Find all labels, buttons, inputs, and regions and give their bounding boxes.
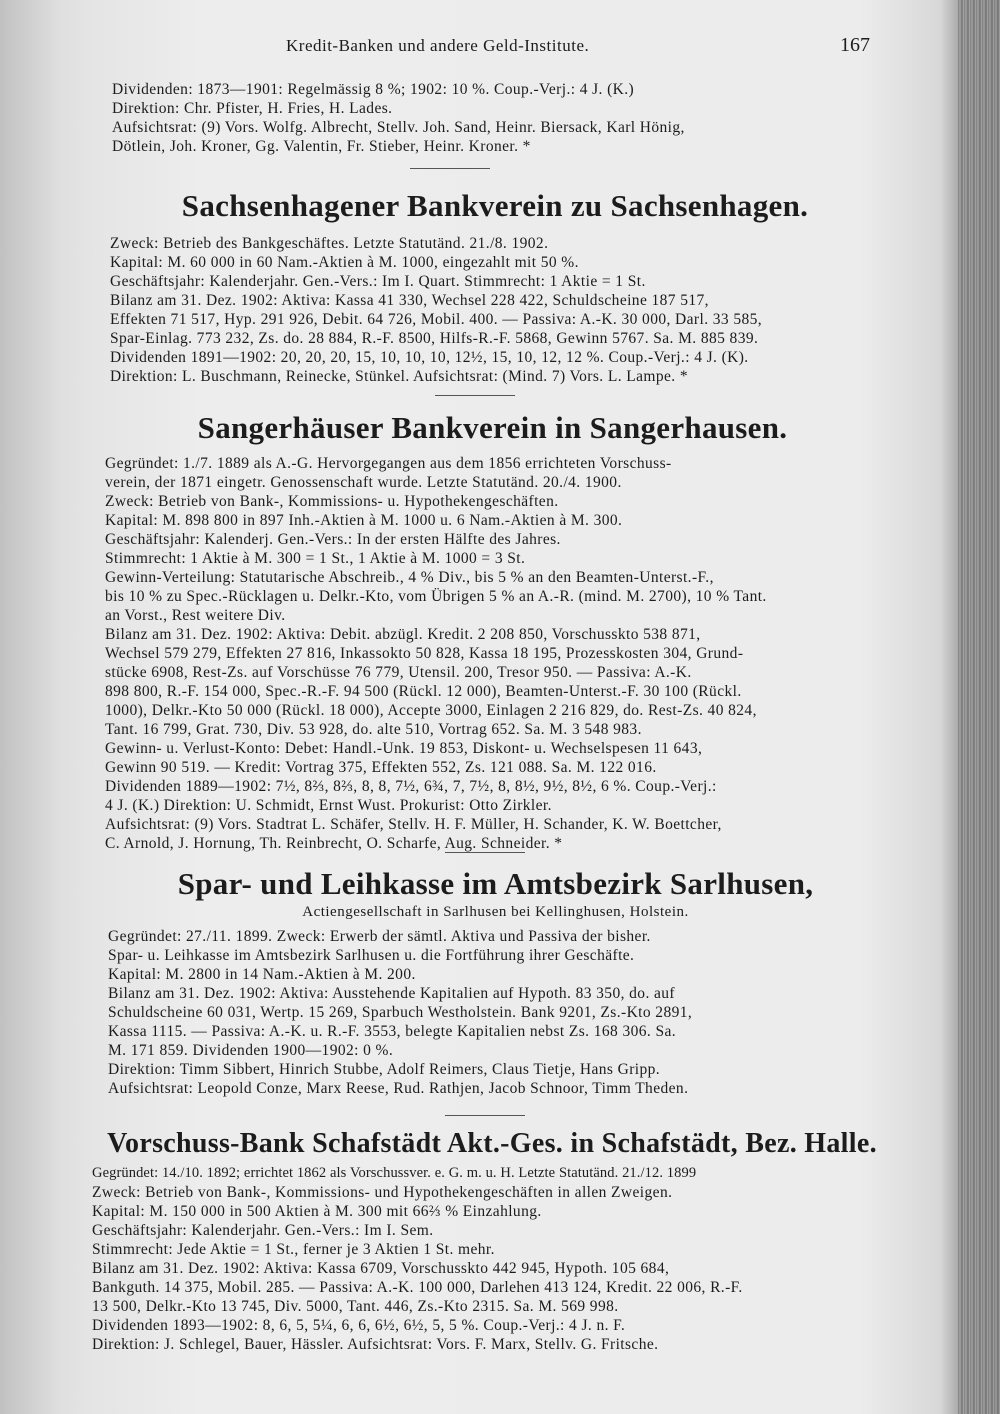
entry-sachsenhagener-bankverein [110,188,880,386]
section-divider [410,168,490,169]
entry-line: Effekten 71 517, Hyp. 291 926, Debit. 64 726, Mobil. 400. — Passiva: A.-K. 30 000, Darl. 33 585, [110,310,763,328]
entry-line: Kapital: M. 60 000 in 60 Nam.-Aktien à M. 1000, eingezahlt mit 50 %. [110,253,579,271]
entry-line: Direktion: Chr. Pfister, H. Fries, H. Lades. [112,100,393,117]
entry-title: Spar- und Leihkasse im Amtsbezirk Sarlhusen, [177,866,814,901]
entry-line: verein, der 1871 eingetr. Genossenschaft wurde. Letzte Statutänd. 20./4. 1900. [105,473,622,491]
entry-vorschuss-bank-schafstaedt [92,1128,892,1354]
entry-line: Geschäftsjahr: Kalenderjahr. Gen.-Vers.: Im I. Sem. [92,1222,434,1240]
entry-line: Direktion: Timm Sibbert, Hinrich Stubbe, Adolf Reimers, Claus Tietje, Hans Gripp. [108,1060,661,1078]
entry-line: 1000), Delkr.-Kto 50 000 (Rückl. 18 000), Accepte 3000, Einlagen 2 216 829, do. Rest-Zs. 40 824, [105,701,757,719]
section-divider [445,1115,525,1116]
entry-line: Gegründet: 1./7. 1889 als A.-G. Hervorgegangen aus dem 1856 errichteten Vorschuss- [105,454,672,472]
entry-line: Gegründet: 14./10. 1892; errichtet 1862 als Vorschussver. e. G. m. u. H. Letzte Statutänd. 21./12. 1899 [92,1165,697,1182]
entry-line: Dötlein, Joh. Kroner, Gg. Valentin, Fr. Stieber, Heinr. Kroner. * [112,138,531,155]
entry-line: Bilanz am 31. Dez. 1902: Aktiva: Debit. abzügl. Kredit. 2 208 850, Vorschusskto 538 871, [105,625,701,643]
page-gutter-shadow [0,0,90,1414]
entry-line: Dividenden 1893—1902: 8, 6, 5, 5¼, 6, 6, 6½, 6½, 5, 5 %. Coup.-Verj.: 4 J. n. F. [92,1317,626,1335]
entry-line: Bilanz am 31. Dez. 1902: Aktiva: Kassa 6709, Vorschusskto 442 945, Hypoth. 105 684, [92,1260,670,1278]
entry-line: Kapital: M. 2800 in 14 Nam.-Aktien à M. 200. [108,965,416,983]
entry-line: Dividenden 1889—1902: 7½, 8⅔, 8⅔, 8, 8, 7½, 6¾, 7, 7½, 8, 8½, 9½, 8½, 6 %. Coup.-Verj.: [105,777,717,795]
entry-line: Gewinn-Verteilung: Statutarische Abschreib., 4 % Div., bis 5 % an den Beamten-Unterst.-F., [105,568,714,586]
entry-line: Geschäftsjahr: Kalenderj. Gen.-Vers.: In der ersten Hälfte des Jahres. [105,530,561,548]
entry-line: stücke 6908, Rest-Zs. auf Vorschüsse 76 779, Utensil. 200, Tresor 950. — Passiva: A.-K. [105,663,692,681]
entry-line: Gewinn 90 519. — Kredit: Vortrag 375, Effekten 552, Zs. 121 088. Sa. M. 122 016. [105,758,657,776]
entry-line: Tant. 16 799, Grat. 730, Div. 53 928, do. alte 510, Vortrag 652. Sa. M. 3 548 983. [105,720,642,738]
entry-subtitle: Actiengesellschaft in Sarlhusen bei Kellinghusen, Holstein. [302,903,689,920]
entry-line: Direktion: L. Buschmann, Reinecke, Stünkel. Aufsichtsrat: (Mind. 7) Vors. L. Lampe. * [110,367,688,385]
entry-line: Kapital: M. 150 000 in 500 Aktien à M. 300 mit 66⅔ % Einzahlung. [92,1203,542,1221]
entry-line: Spar-Einlag. 773 232, Zs. do. 28 884, R.-F. 8500, Hilfs-R.-F. 5868, Gewinn 5767. Sa. M. 885 839. [110,329,759,347]
entry-title: Sachsenhagener Bankverein zu Sachsenhagen. [181,188,809,223]
entry-line: Wechsel 579 279, Effekten 27 816, Inkassokto 50 828, Kassa 18 195, Prozesskosten 304, Grund- [105,644,744,662]
entry-line: Bilanz am 31. Dez. 1902: Aktiva: Ausstehende Kapitalien auf Hypoth. 83 350, do. auf [108,984,675,1002]
entry-line: Bilanz am 31. Dez. 1902: Aktiva: Kassa 41 330, Wechsel 228 422, Schuldscheine 187 517, [110,291,709,309]
entry-continuation [112,80,872,156]
entry-line: Dividenden 1891—1902: 20, 20, 20, 15, 10, 10, 10, 12½, 15, 10, 12, 12 %. Coup.-Verj.: 4 J. (K). [110,348,749,366]
entry-title: Vorschuss-Bank Schafstädt Akt.-Ges. in Schafstädt, Bez. Halle. [107,1128,877,1159]
entry-line: Aufsichtsrat: (9) Vors. Wolfg. Albrecht, Stellv. Joh. Sand, Heinr. Biersack, Karl Hönig, [112,119,685,136]
page-number: 167 [840,34,870,56]
entry-line: Aufsichtsrat: Leopold Conze, Marx Reese, Rud. Rathjen, Jacob Schnoor, Timm Theden. [108,1079,689,1097]
entry-line: Zweck: Betrieb von Bank-, Kommissions- u. Hypothekengeschäften. [105,492,559,510]
entry-line: M. 171 859. Dividenden 1900—1902: 0 %. [108,1041,394,1059]
entry-line: Stimmrecht: 1 Aktie à M. 300 = 1 St., 1 Aktie à M. 1000 = 3 St. [105,549,526,567]
entry-title: Sangerhäuser Bankverein in Sangerhausen. [197,410,788,445]
entry-line: Zweck: Betrieb von Bank-, Kommissions- und Hypothekengeschäften in allen Zweigen. [92,1184,673,1202]
entry-line: an Vorst., Rest weitere Div. [105,606,286,624]
entry-line: Geschäftsjahr: Kalenderjahr. Gen.-Vers.: Im I. Quart. Stimmrecht: 1 Aktie = 1 St. [110,272,646,290]
entry-line: Stimmrecht: Jede Aktie = 1 St., ferner je 3 Aktien 1 St. mehr. [92,1241,495,1259]
page-edge-stack [958,0,1000,1414]
entry-line: Direktion: J. Schlegel, Bauer, Hässler. Aufsichtsrat: Vors. F. Marx, Stellv. G. Fritsche. [92,1336,659,1354]
entry-line: 4 J. (K.) Direktion: U. Schmidt, Ernst Wust. Prokurist: Otto Zirkler. [105,796,552,814]
entry-line: bis 10 % zu Spec.-Rücklagen u. Delkr.-Kto, vom Übrigen 5 % an A.-R. (mind. M. 2700), 10 % Tant. [105,587,767,605]
entry-line: Bankguth. 14 375, Mobil. 285. — Passiva: A.-K. 100 000, Darlehen 413 124, Kredit. 22 006, R.-F. [92,1279,743,1297]
entry-spar-und-leihkasse-sarlhusen [108,866,883,1098]
entry-sangerhaeuser-bankverein [105,410,880,853]
section-divider [445,852,525,853]
entry-line: Kassa 1115. — Passiva: A.-K. u. R.-F. 3553, belegte Kapitalien nebst Zs. 168 306. Sa. [108,1022,677,1040]
entry-line: Zweck: Betrieb des Bankgeschäftes. Letzte Statutänd. 21./8. 1902. [110,234,549,252]
section-divider [435,395,515,396]
entry-line: 13 500, Delkr.-Kto 13 745, Div. 5000, Tant. 446, Zs.-Kto 2315. Sa. M. 569 998. [92,1298,619,1316]
entry-line: Kapital: M. 898 800 in 897 Inh.-Aktien à M. 1000 u. 6 Nam.-Aktien à M. 300. [105,511,623,529]
entry-line: C. Arnold, J. Hornung, Th. Reinbrecht, O. Scharfe, Aug. Schneider. * [105,834,563,852]
entry-line: Gewinn- u. Verlust-Konto: Debet: Handl.-Unk. 19 853, Diskont- u. Wechselspesen 11 643, [105,739,703,757]
running-title: Kredit-Banken und andere Geld-Institute. [286,36,590,55]
entry-line: Gegründet: 27./11. 1899. Zweck: Erwerb der sämtl. Aktiva und Passiva der bisher. [108,927,651,945]
entry-line: Dividenden: 1873—1901: Regelmässig 8 %; 1902: 10 %. Coup.-Verj.: 4 J. (K.) [112,81,635,98]
entry-line: Spar- u. Leihkasse im Amtsbezirk Sarlhusen u. die Fortführung ihrer Geschäfte. [108,946,635,964]
entry-line: 898 800, R.-F. 154 000, Spec.-R.-F. 94 500 (Rückl. 12 000), Beamten-Unterst.-F. 30 100 (Rückl. [105,682,742,700]
entry-line: Aufsichtsrat: (9) Vors. Stadtrat L. Schäfer, Stellv. H. F. Müller, H. Schander, K. W. Boettcher, [105,815,722,833]
entry-line: Schuldscheine 60 031, Wertp. 15 269, Sparbuch Westholstein. Bank 9201, Zs.-Kto 2891, [108,1003,693,1021]
